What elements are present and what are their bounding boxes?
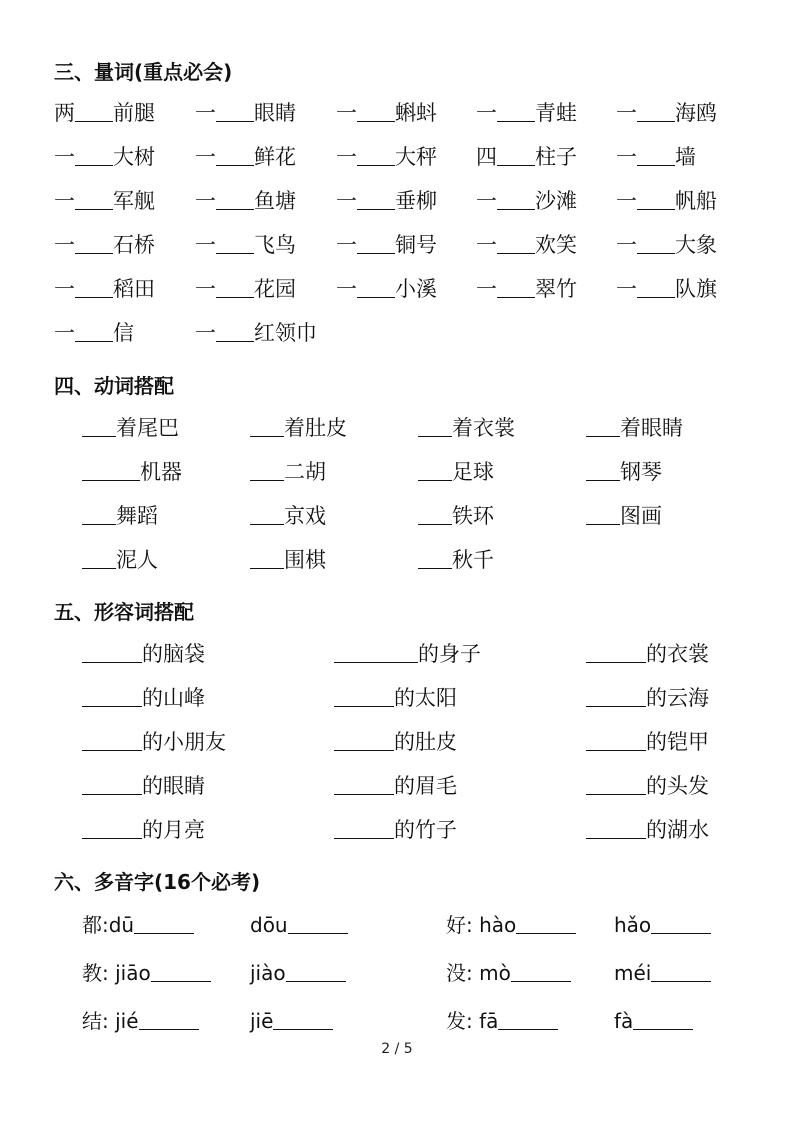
pinyin-label: hǎo xyxy=(614,913,652,937)
section5-title: 五、形容词搭配 xyxy=(54,600,194,624)
fill-item xyxy=(336,142,437,172)
answer-blank[interactable] xyxy=(498,1007,558,1030)
classifier-prefix: 一 xyxy=(336,145,357,169)
fill-item xyxy=(250,545,326,575)
fill-item xyxy=(334,683,457,713)
verb-object-text: 舞蹈 xyxy=(116,504,158,528)
answer-blank[interactable] xyxy=(273,1007,333,1030)
section3-title: 三、量词(重点必会) xyxy=(54,60,233,84)
fill-item xyxy=(616,142,696,172)
fill-item xyxy=(586,639,709,669)
fill-item xyxy=(418,413,515,443)
fill-item xyxy=(82,1006,199,1036)
noun-text: 垂柳 xyxy=(395,189,437,213)
answer-blank[interactable] xyxy=(637,187,675,210)
exercise-row xyxy=(0,98,794,128)
answer-blank[interactable] xyxy=(586,414,620,437)
classifier-prefix: 一 xyxy=(54,189,75,213)
adjective-noun-text: 的眼睛 xyxy=(142,774,205,798)
fill-item xyxy=(446,958,571,988)
answer-blank[interactable] xyxy=(75,275,113,298)
answer-blank[interactable] xyxy=(357,275,395,298)
noun-text: 鲜花 xyxy=(254,145,296,169)
exercise-row xyxy=(0,318,794,348)
exercise-row xyxy=(0,815,794,845)
fill-item xyxy=(446,910,576,940)
answer-blank[interactable] xyxy=(357,143,395,166)
fill-item xyxy=(614,1006,693,1036)
adjective-noun-text: 的衣裳 xyxy=(646,642,709,666)
exercise-row xyxy=(0,142,794,172)
fill-item xyxy=(195,186,296,216)
verb-object-text: 二胡 xyxy=(284,460,326,484)
answer-blank[interactable] xyxy=(516,911,576,934)
classifier-prefix: 一 xyxy=(336,277,357,301)
answer-blank[interactable] xyxy=(134,911,194,934)
classifier-prefix: 一 xyxy=(616,277,637,301)
answer-blank[interactable] xyxy=(286,959,346,982)
verb-object-text: 着尾巴 xyxy=(116,416,179,440)
pinyin-label: 好: hào xyxy=(446,913,517,937)
fill-item xyxy=(82,815,205,845)
answer-blank[interactable] xyxy=(357,99,395,122)
fill-item xyxy=(250,457,326,487)
classifier-prefix: 一 xyxy=(54,233,75,257)
verb-object-text: 图画 xyxy=(620,504,662,528)
fill-item xyxy=(476,142,577,172)
answer-blank[interactable] xyxy=(82,414,116,437)
fill-item xyxy=(614,958,711,988)
fill-item xyxy=(54,274,155,304)
exercise-row xyxy=(0,683,794,713)
answer-blank[interactable] xyxy=(82,640,142,663)
fill-item xyxy=(586,727,709,757)
section6-title: 六、多音字(16个必考) xyxy=(54,870,261,894)
fill-item xyxy=(195,142,296,172)
fill-item xyxy=(586,501,662,531)
classifier-prefix: 一 xyxy=(616,101,637,125)
classifier-prefix: 一 xyxy=(195,145,216,169)
fill-item xyxy=(586,683,709,713)
classifier-prefix: 一 xyxy=(195,321,216,345)
noun-text: 蝌蚪 xyxy=(395,101,437,125)
classifier-prefix: 一 xyxy=(336,233,357,257)
exercise-row xyxy=(0,727,794,757)
adjective-noun-text: 的肚皮 xyxy=(394,730,457,754)
adjective-noun-text: 的湖水 xyxy=(646,818,709,842)
answer-blank[interactable] xyxy=(82,684,142,707)
exercise-row xyxy=(0,501,794,531)
noun-text: 柱子 xyxy=(535,145,577,169)
fill-item xyxy=(334,815,457,845)
section4-title: 四、动词搭配 xyxy=(54,374,174,398)
fill-item xyxy=(250,958,346,988)
fill-item xyxy=(476,186,577,216)
adjective-noun-text: 的云海 xyxy=(646,686,709,710)
answer-blank[interactable] xyxy=(82,816,142,839)
fill-item xyxy=(195,230,296,260)
exercise-row xyxy=(0,1006,794,1036)
classifier-prefix: 一 xyxy=(54,277,75,301)
answer-blank[interactable] xyxy=(511,959,571,982)
fill-item xyxy=(418,545,494,575)
answer-blank[interactable] xyxy=(651,959,711,982)
fill-item xyxy=(418,501,494,531)
answer-blank[interactable] xyxy=(586,728,646,751)
noun-text: 沙滩 xyxy=(535,189,577,213)
fill-item xyxy=(586,771,709,801)
noun-text: 墙 xyxy=(675,145,696,169)
adjective-noun-text: 的太阳 xyxy=(394,686,457,710)
fill-item xyxy=(82,910,194,940)
answer-blank[interactable] xyxy=(216,231,254,254)
answer-blank[interactable] xyxy=(75,187,113,210)
noun-text: 信 xyxy=(113,321,134,345)
noun-text: 大秤 xyxy=(395,145,437,169)
fill-item xyxy=(616,186,717,216)
answer-blank[interactable] xyxy=(75,231,113,254)
noun-text: 小溪 xyxy=(395,277,437,301)
answer-blank[interactable] xyxy=(250,414,284,437)
noun-text: 眼睛 xyxy=(254,101,296,125)
fill-item xyxy=(82,639,205,669)
verb-object-text: 着肚皮 xyxy=(284,416,347,440)
fill-item xyxy=(82,727,226,757)
answer-blank[interactable] xyxy=(497,231,535,254)
classifier-prefix: 一 xyxy=(54,145,75,169)
fill-item xyxy=(336,274,437,304)
adjective-noun-text: 的竹子 xyxy=(394,818,457,842)
answer-blank[interactable] xyxy=(637,99,675,122)
answer-blank[interactable] xyxy=(250,502,284,525)
answer-blank[interactable] xyxy=(75,319,113,342)
noun-text: 铜号 xyxy=(395,233,437,257)
answer-blank[interactable] xyxy=(82,502,116,525)
fill-item xyxy=(82,683,205,713)
answer-blank[interactable] xyxy=(586,816,646,839)
classifier-prefix: 两 xyxy=(54,101,75,125)
fill-item xyxy=(250,501,326,531)
noun-text: 前腿 xyxy=(113,101,155,125)
classifier-prefix: 一 xyxy=(476,233,497,257)
pinyin-label: 教: jiāo xyxy=(82,961,151,985)
pinyin-label: 没: mò xyxy=(446,961,511,985)
adjective-noun-text: 的身子 xyxy=(418,642,481,666)
pinyin-label: fà xyxy=(614,1009,634,1033)
fill-item xyxy=(250,1006,333,1036)
answer-blank[interactable] xyxy=(334,772,394,795)
noun-text: 石桥 xyxy=(113,233,155,257)
exercise-row xyxy=(0,910,794,940)
fill-item xyxy=(82,501,158,531)
fill-item xyxy=(336,230,437,260)
fill-item xyxy=(54,318,134,348)
answer-blank[interactable] xyxy=(418,502,452,525)
fill-item xyxy=(82,545,158,575)
classifier-prefix: 一 xyxy=(616,145,637,169)
verb-object-text: 着衣裳 xyxy=(452,416,515,440)
verb-object-text: 秋千 xyxy=(452,548,494,572)
classifier-prefix: 一 xyxy=(616,189,637,213)
answer-blank[interactable] xyxy=(418,414,452,437)
fill-item xyxy=(82,413,179,443)
adjective-noun-text: 的铠甲 xyxy=(646,730,709,754)
noun-text: 翠竹 xyxy=(535,277,577,301)
fill-item xyxy=(616,274,717,304)
answer-blank[interactable] xyxy=(357,187,395,210)
answer-blank[interactable] xyxy=(139,1007,199,1030)
answer-blank[interactable] xyxy=(633,1007,693,1030)
verb-object-text: 京戏 xyxy=(284,504,326,528)
fill-item xyxy=(82,771,205,801)
answer-blank[interactable] xyxy=(75,143,113,166)
classifier-prefix: 一 xyxy=(195,233,216,257)
adjective-noun-text: 的脑袋 xyxy=(142,642,205,666)
pinyin-label: jiē xyxy=(250,1009,274,1033)
answer-blank[interactable] xyxy=(586,640,646,663)
answer-blank[interactable] xyxy=(216,275,254,298)
answer-blank[interactable] xyxy=(334,816,394,839)
pinyin-label: méi xyxy=(614,961,652,985)
classifier-prefix: 一 xyxy=(616,233,637,257)
classifier-prefix: 一 xyxy=(336,189,357,213)
verb-object-text: 足球 xyxy=(452,460,494,484)
exercise-row xyxy=(0,639,794,669)
fill-item xyxy=(195,274,296,304)
pinyin-label: 结: jié xyxy=(82,1009,139,1033)
verb-object-text: 围棋 xyxy=(284,548,326,572)
fill-item xyxy=(616,98,717,128)
answer-blank[interactable] xyxy=(497,143,535,166)
answer-blank[interactable] xyxy=(82,728,142,751)
answer-blank[interactable] xyxy=(637,143,675,166)
answer-blank[interactable] xyxy=(334,728,394,751)
answer-blank[interactable] xyxy=(334,640,418,663)
fill-item xyxy=(250,413,347,443)
verb-object-text: 铁环 xyxy=(452,504,494,528)
answer-blank[interactable] xyxy=(82,546,116,569)
fill-item xyxy=(586,815,709,845)
exercise-row xyxy=(0,186,794,216)
classifier-prefix: 四 xyxy=(476,145,497,169)
fill-item xyxy=(336,186,437,216)
exercise-row xyxy=(0,230,794,260)
classifier-prefix: 一 xyxy=(54,321,75,345)
answer-blank[interactable] xyxy=(288,911,348,934)
answer-blank[interactable] xyxy=(497,99,535,122)
noun-text: 稻田 xyxy=(113,277,155,301)
noun-text: 大树 xyxy=(113,145,155,169)
noun-text: 青蛙 xyxy=(535,101,577,125)
answer-blank[interactable] xyxy=(75,99,113,122)
fill-item xyxy=(418,457,494,487)
answer-blank[interactable] xyxy=(82,458,140,481)
fill-item xyxy=(82,457,182,487)
answer-blank[interactable] xyxy=(586,684,646,707)
fill-item xyxy=(586,413,683,443)
exercise-row xyxy=(0,274,794,304)
fill-item xyxy=(334,639,481,669)
exercise-row xyxy=(0,457,794,487)
fill-item xyxy=(54,230,155,260)
adjective-noun-text: 的小朋友 xyxy=(142,730,226,754)
noun-text: 队旗 xyxy=(675,277,717,301)
fill-item xyxy=(446,1006,558,1036)
fill-item xyxy=(614,910,711,940)
answer-blank[interactable] xyxy=(151,959,211,982)
fill-item xyxy=(336,98,437,128)
answer-blank[interactable] xyxy=(334,684,394,707)
answer-blank[interactable] xyxy=(216,319,254,342)
pinyin-label: 发: fā xyxy=(446,1009,499,1033)
exercise-row xyxy=(0,771,794,801)
answer-blank[interactable] xyxy=(216,143,254,166)
fill-item xyxy=(54,142,155,172)
noun-text: 欢笑 xyxy=(535,233,577,257)
answer-blank[interactable] xyxy=(216,99,254,122)
pinyin-label: dōu xyxy=(250,913,288,937)
answer-blank[interactable] xyxy=(418,458,452,481)
classifier-prefix: 一 xyxy=(476,101,497,125)
classifier-prefix: 一 xyxy=(476,277,497,301)
fill-item xyxy=(476,230,577,260)
noun-text: 花园 xyxy=(254,277,296,301)
fill-item xyxy=(195,98,296,128)
answer-blank[interactable] xyxy=(586,458,620,481)
fill-item xyxy=(476,274,577,304)
answer-blank[interactable] xyxy=(250,458,284,481)
fill-item xyxy=(616,230,717,260)
answer-blank[interactable] xyxy=(497,275,535,298)
exercise-row xyxy=(0,545,794,575)
adjective-noun-text: 的头发 xyxy=(646,774,709,798)
fill-item xyxy=(195,318,317,348)
noun-text: 鱼塘 xyxy=(254,189,296,213)
answer-blank[interactable] xyxy=(418,546,452,569)
noun-text: 帆船 xyxy=(675,189,717,213)
pinyin-label: 都:dū xyxy=(82,913,135,937)
adjective-noun-text: 的月亮 xyxy=(142,818,205,842)
answer-blank[interactable] xyxy=(637,275,675,298)
pinyin-label: jiào xyxy=(250,961,286,985)
answer-blank[interactable] xyxy=(586,772,646,795)
fill-item xyxy=(586,457,662,487)
exercise-row xyxy=(0,413,794,443)
fill-item xyxy=(54,186,155,216)
fill-item xyxy=(250,910,348,940)
classifier-prefix: 一 xyxy=(476,189,497,213)
page-number: 2 / 5 xyxy=(381,1041,413,1057)
classifier-prefix: 一 xyxy=(336,101,357,125)
answer-blank[interactable] xyxy=(216,187,254,210)
exercise-row xyxy=(0,958,794,988)
verb-object-text: 泥人 xyxy=(116,548,158,572)
answer-blank[interactable] xyxy=(497,187,535,210)
noun-text: 海鸥 xyxy=(675,101,717,125)
adjective-noun-text: 的山峰 xyxy=(142,686,205,710)
answer-blank[interactable] xyxy=(586,502,620,525)
answer-blank[interactable] xyxy=(250,546,284,569)
fill-item xyxy=(334,727,457,757)
classifier-prefix: 一 xyxy=(195,189,216,213)
answer-blank[interactable] xyxy=(357,231,395,254)
verb-object-text: 钢琴 xyxy=(620,460,662,484)
classifier-prefix: 一 xyxy=(195,101,216,125)
fill-item xyxy=(82,958,211,988)
answer-blank[interactable] xyxy=(651,911,711,934)
fill-item xyxy=(54,98,155,128)
verb-object-text: 机器 xyxy=(140,460,182,484)
fill-item xyxy=(334,771,457,801)
adjective-noun-text: 的眉毛 xyxy=(394,774,457,798)
noun-text: 红领巾 xyxy=(254,321,317,345)
noun-text: 军舰 xyxy=(113,189,155,213)
noun-text: 飞鸟 xyxy=(254,233,296,257)
answer-blank[interactable] xyxy=(82,772,142,795)
fill-item xyxy=(476,98,577,128)
verb-object-text: 着眼睛 xyxy=(620,416,683,440)
classifier-prefix: 一 xyxy=(195,277,216,301)
noun-text: 大象 xyxy=(675,233,717,257)
answer-blank[interactable] xyxy=(637,231,675,254)
